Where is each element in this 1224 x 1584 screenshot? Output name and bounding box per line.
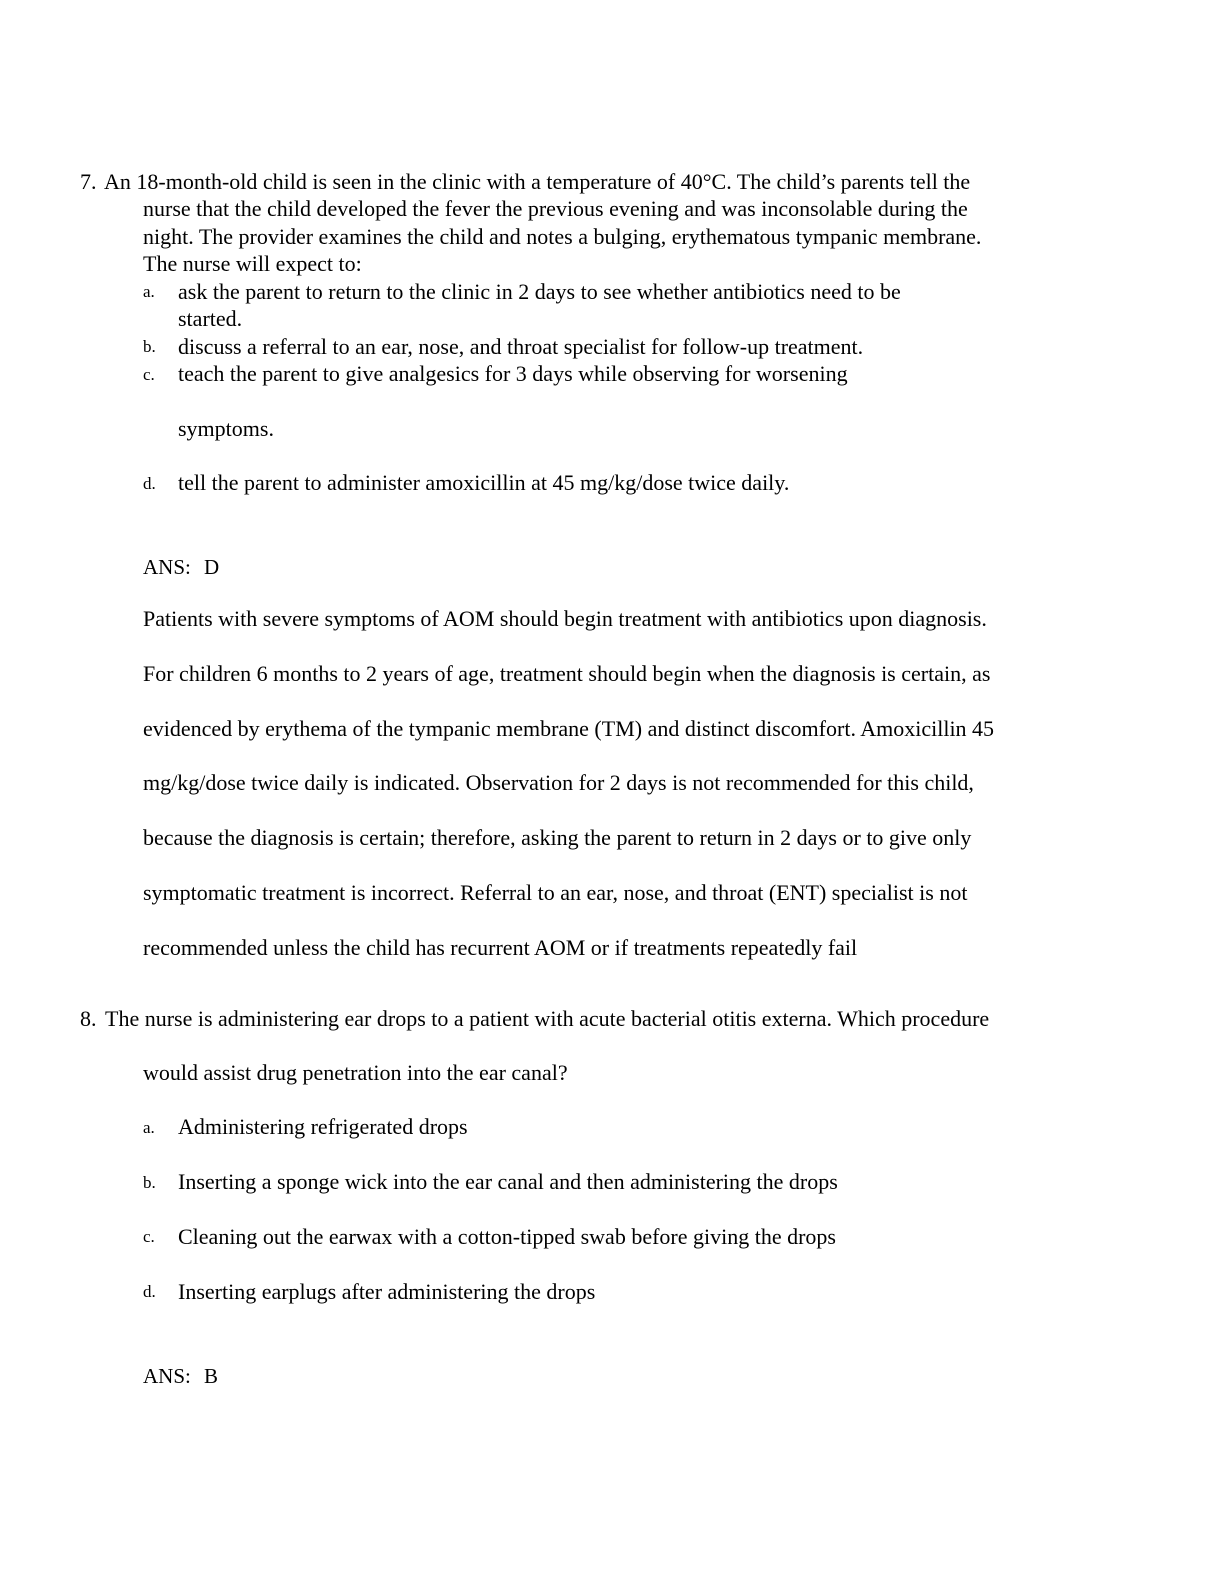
question-stem-line: The nurse is administering ear drops to a patient with acute bacterial otitis externa. Which procedure: [105, 1006, 990, 1031]
option-letter: d.: [143, 1282, 156, 1301]
rationale-line: because the diagnosis is certain; therefore, asking the parent to return in 2 days or to give only: [143, 825, 972, 850]
answer-value: B: [204, 1364, 219, 1388]
question-stem-line: An 18-month-old child is seen in the clinic with a temperature of 40°C. The child’s parents tell the: [104, 169, 971, 194]
option-letter: c.: [143, 1227, 155, 1246]
option-text: tell the parent to administer amoxicillin at 45 mg/kg/dose twice daily.: [178, 470, 790, 495]
option-letter: c.: [143, 365, 155, 384]
rationale-line: evidenced by erythema of the tympanic membrane (TM) and distinct discomfort. Amoxicillin 45: [143, 716, 995, 741]
question-stem-line: The nurse will expect to:: [143, 251, 362, 276]
rationale-line: mg/kg/dose twice daily is indicated. Observation for 2 days is not recommended for this child,: [143, 770, 974, 795]
question-number: 7.: [80, 169, 97, 194]
option-text: Inserting earplugs after administering the drops: [178, 1279, 596, 1304]
answer-label: ANS:: [143, 1364, 191, 1388]
option-text: started.: [178, 306, 243, 331]
option-letter: a.: [143, 282, 155, 301]
option-text: Inserting a sponge wick into the ear canal and then administering the drops: [178, 1169, 838, 1194]
rationale-line: symptomatic treatment is incorrect. Referral to an ear, nose, and throat (ENT) specialist is not: [143, 880, 968, 905]
question-number: 8.: [80, 1006, 97, 1031]
option-text: Cleaning out the earwax with a cotton-tipped swab before giving the drops: [178, 1224, 836, 1249]
question-stem-line: would assist drug penetration into the ear canal?: [143, 1060, 568, 1085]
rationale-line: recommended unless the child has recurrent AOM or if treatments repeatedly fail: [143, 935, 858, 960]
question-stem-line: night. The provider examines the child and notes a bulging, erythematous tympanic membrane.: [143, 224, 982, 249]
option-letter: d.: [143, 474, 156, 493]
option-letter: a.: [143, 1118, 155, 1137]
option-text: discuss a referral to an ear, nose, and throat specialist for follow-up treatment.: [178, 334, 864, 359]
option-text: teach the parent to give analgesics for 3 days while observing for worsening: [178, 361, 848, 386]
option-text: ask the parent to return to the clinic in 2 days to see whether antibiotics need to be: [178, 279, 901, 304]
question-stem-line: nurse that the child developed the fever the previous evening and was inconsolable during the: [143, 196, 968, 221]
option-letter: b.: [143, 337, 156, 356]
answer-label: ANS:: [143, 555, 191, 579]
answer-value: D: [204, 555, 220, 579]
rationale-line: Patients with severe symptoms of AOM should begin treatment with antibiotics upon diagnosis.: [143, 606, 987, 631]
option-text: Administering refrigerated drops: [178, 1114, 468, 1139]
rationale-line: For children 6 months to 2 years of age, treatment should begin when the diagnosis is certain, as: [143, 661, 991, 686]
option-letter: b.: [143, 1173, 156, 1192]
option-text: symptoms.: [178, 416, 274, 441]
